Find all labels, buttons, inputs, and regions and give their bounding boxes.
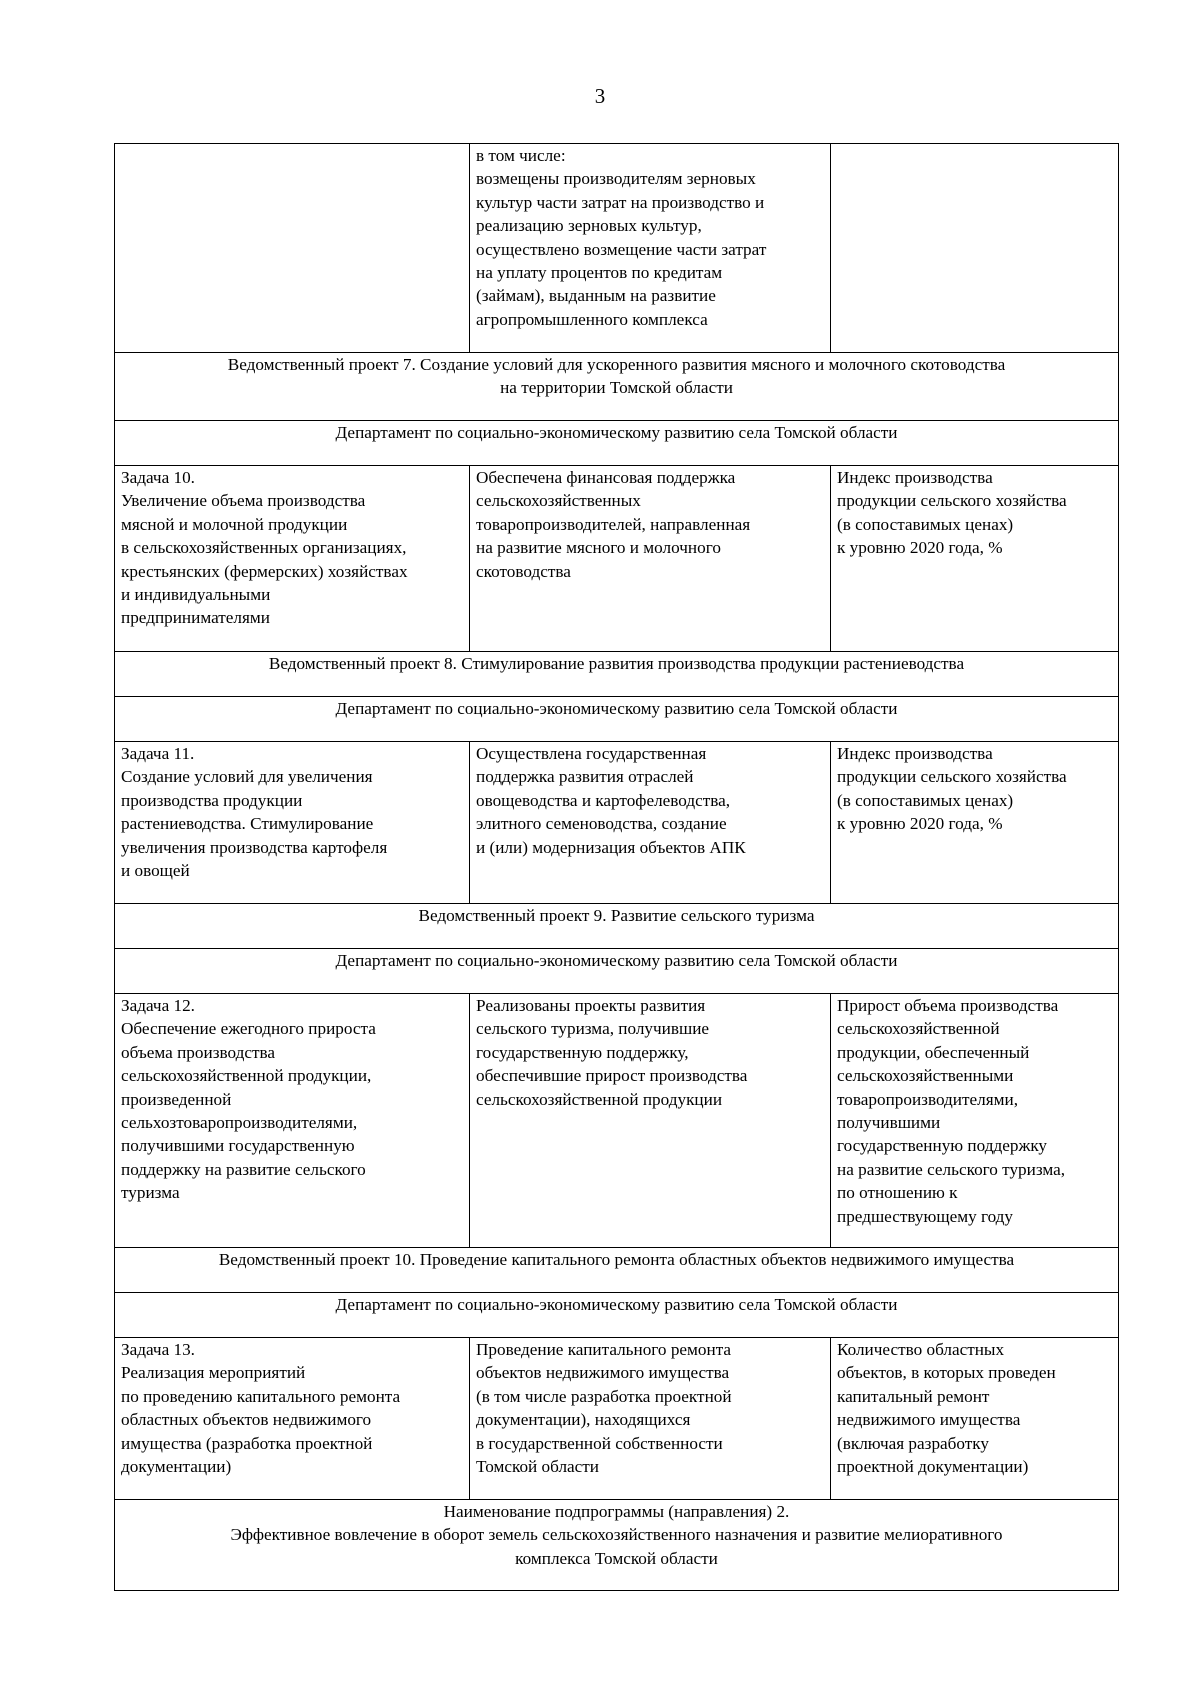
text-line: осуществлено возмещение части затрат [476, 239, 767, 259]
department-row [115, 421, 1119, 466]
project-row [115, 652, 1119, 697]
text-line: реализацию зерновых культур, [476, 216, 702, 236]
table-row [115, 144, 1119, 353]
program-table [114, 143, 1119, 1591]
text-line: на уплату процентов по кредитам [476, 263, 723, 283]
indicator-cell: Индекс производства продукции сельского хозяйства (в сопоставимых ценах) к уровню 2020 года, % [831, 742, 1119, 904]
department-row [115, 697, 1119, 742]
cell-empty [831, 144, 1119, 353]
indicator-cell: Индекс производства продукции сельского хозяйства (в сопоставимых ценах) к уровню 2020 года, % [831, 466, 1119, 652]
cell-empty [115, 144, 470, 353]
task-12-cell: Задача 12. Обеспечение ежегодного прироста объема производства сельскохозяйственной продукции, произведенной сельхозтоваропроизводителями, получившими государственную поддержку на развитие сельского туризма [115, 994, 470, 1248]
task-13-cell: Задача 13. Реализация мероприятий по проведению капитального ремонта областных объектов недвижимого имущества (разработка проектной документации) [115, 1338, 470, 1500]
indicator-cell: Количество областных объектов, в которых проведен капитальный ремонт недвижимого имущества (включая разработку проектной документации) [831, 1338, 1119, 1500]
department-row [115, 1293, 1119, 1338]
result-cell: Реализованы проекты развития сельского туризма, получившие государственную поддержку, обеспечившие прирост производства сельскохозяйственной продукции [470, 994, 831, 1248]
department-title: Департамент по социально-экономическому развитию села Томской области [115, 421, 1119, 466]
task-row [115, 994, 1119, 1248]
text-line: (займам), выданным на развитие [476, 286, 716, 306]
task-row [115, 466, 1119, 652]
project-7-title: Ведомственный проект 7. Создание условий для ускоренного развития мясного и молочного скотоводства на территории Томской области [115, 353, 1119, 421]
text-line: агропромышленного комплекса [476, 309, 708, 329]
subprogram-row [115, 1500, 1119, 1591]
result-cell [470, 144, 831, 353]
result-cell: Обеспечена финансовая поддержка сельскохозяйственных товаропроизводителей, направленная на развитие мясного и молочного скотоводства [470, 466, 831, 652]
task-11-cell: Задача 11. Создание условий для увеличения производства продукции растениеводства. Стимулирование увеличения производства картофеля и овощей [115, 742, 470, 904]
project-10-title: Ведомственный проект 10. Проведение капитального ремонта областных объектов недвижимого имущества [115, 1248, 1119, 1293]
department-row [115, 949, 1119, 994]
project-8-title: Ведомственный проект 8. Стимулирование развития производства продукции растениеводства [115, 652, 1119, 697]
text-line: в том числе: [476, 146, 566, 165]
result-cell: Осуществлена государственная поддержка развития отраслей овощеводства и картофелеводства, элитного семеноводства, создание и (или) модернизация объектов АПК [470, 742, 831, 904]
department-title: Департамент по социально-экономическому развитию села Томской области [115, 1293, 1119, 1338]
text-line: возмещены производителям зерновых [476, 169, 756, 189]
project-row [115, 904, 1119, 949]
department-title: Департамент по социально-экономическому развитию села Томской области [115, 697, 1119, 742]
page-number: 3 [594, 84, 606, 108]
department-title: Департамент по социально-экономическому развитию села Томской области [115, 949, 1119, 994]
task-row [115, 742, 1119, 904]
indicator-cell: Прирост объема производства сельскохозяйственной продукции, обеспеченный сельскохозяйственными товаропроизводителями, получившими государственную поддержку на развитие сельского туризма, по отношению к предшествующему году [831, 994, 1119, 1248]
result-cell: Проведение капитального ремонта объектов недвижимого имущества (в том числе разработка проектной документации), находящихся в государственной собственности Томской области [470, 1338, 831, 1500]
project-9-title: Ведомственный проект 9. Развитие сельского туризма [115, 904, 1119, 949]
project-row [115, 1248, 1119, 1293]
subprogram-2-title: Наименование подпрограммы (направления) 2. Эффективное вовлечение в оборот земель сельскохозяйственного назначения и развитие мелиоративного комплекса Томской области [115, 1500, 1119, 1591]
task-row [115, 1338, 1119, 1500]
text-line: культур части затрат на производство и [476, 192, 765, 212]
task-10-cell: Задача 10. Увеличение объема производства мясной и молочной продукции в сельскохозяйственных организациях, крестьянских (фермерских) хозяйствах и индивидуальными предпринимателями [115, 466, 470, 652]
project-row [115, 353, 1119, 421]
